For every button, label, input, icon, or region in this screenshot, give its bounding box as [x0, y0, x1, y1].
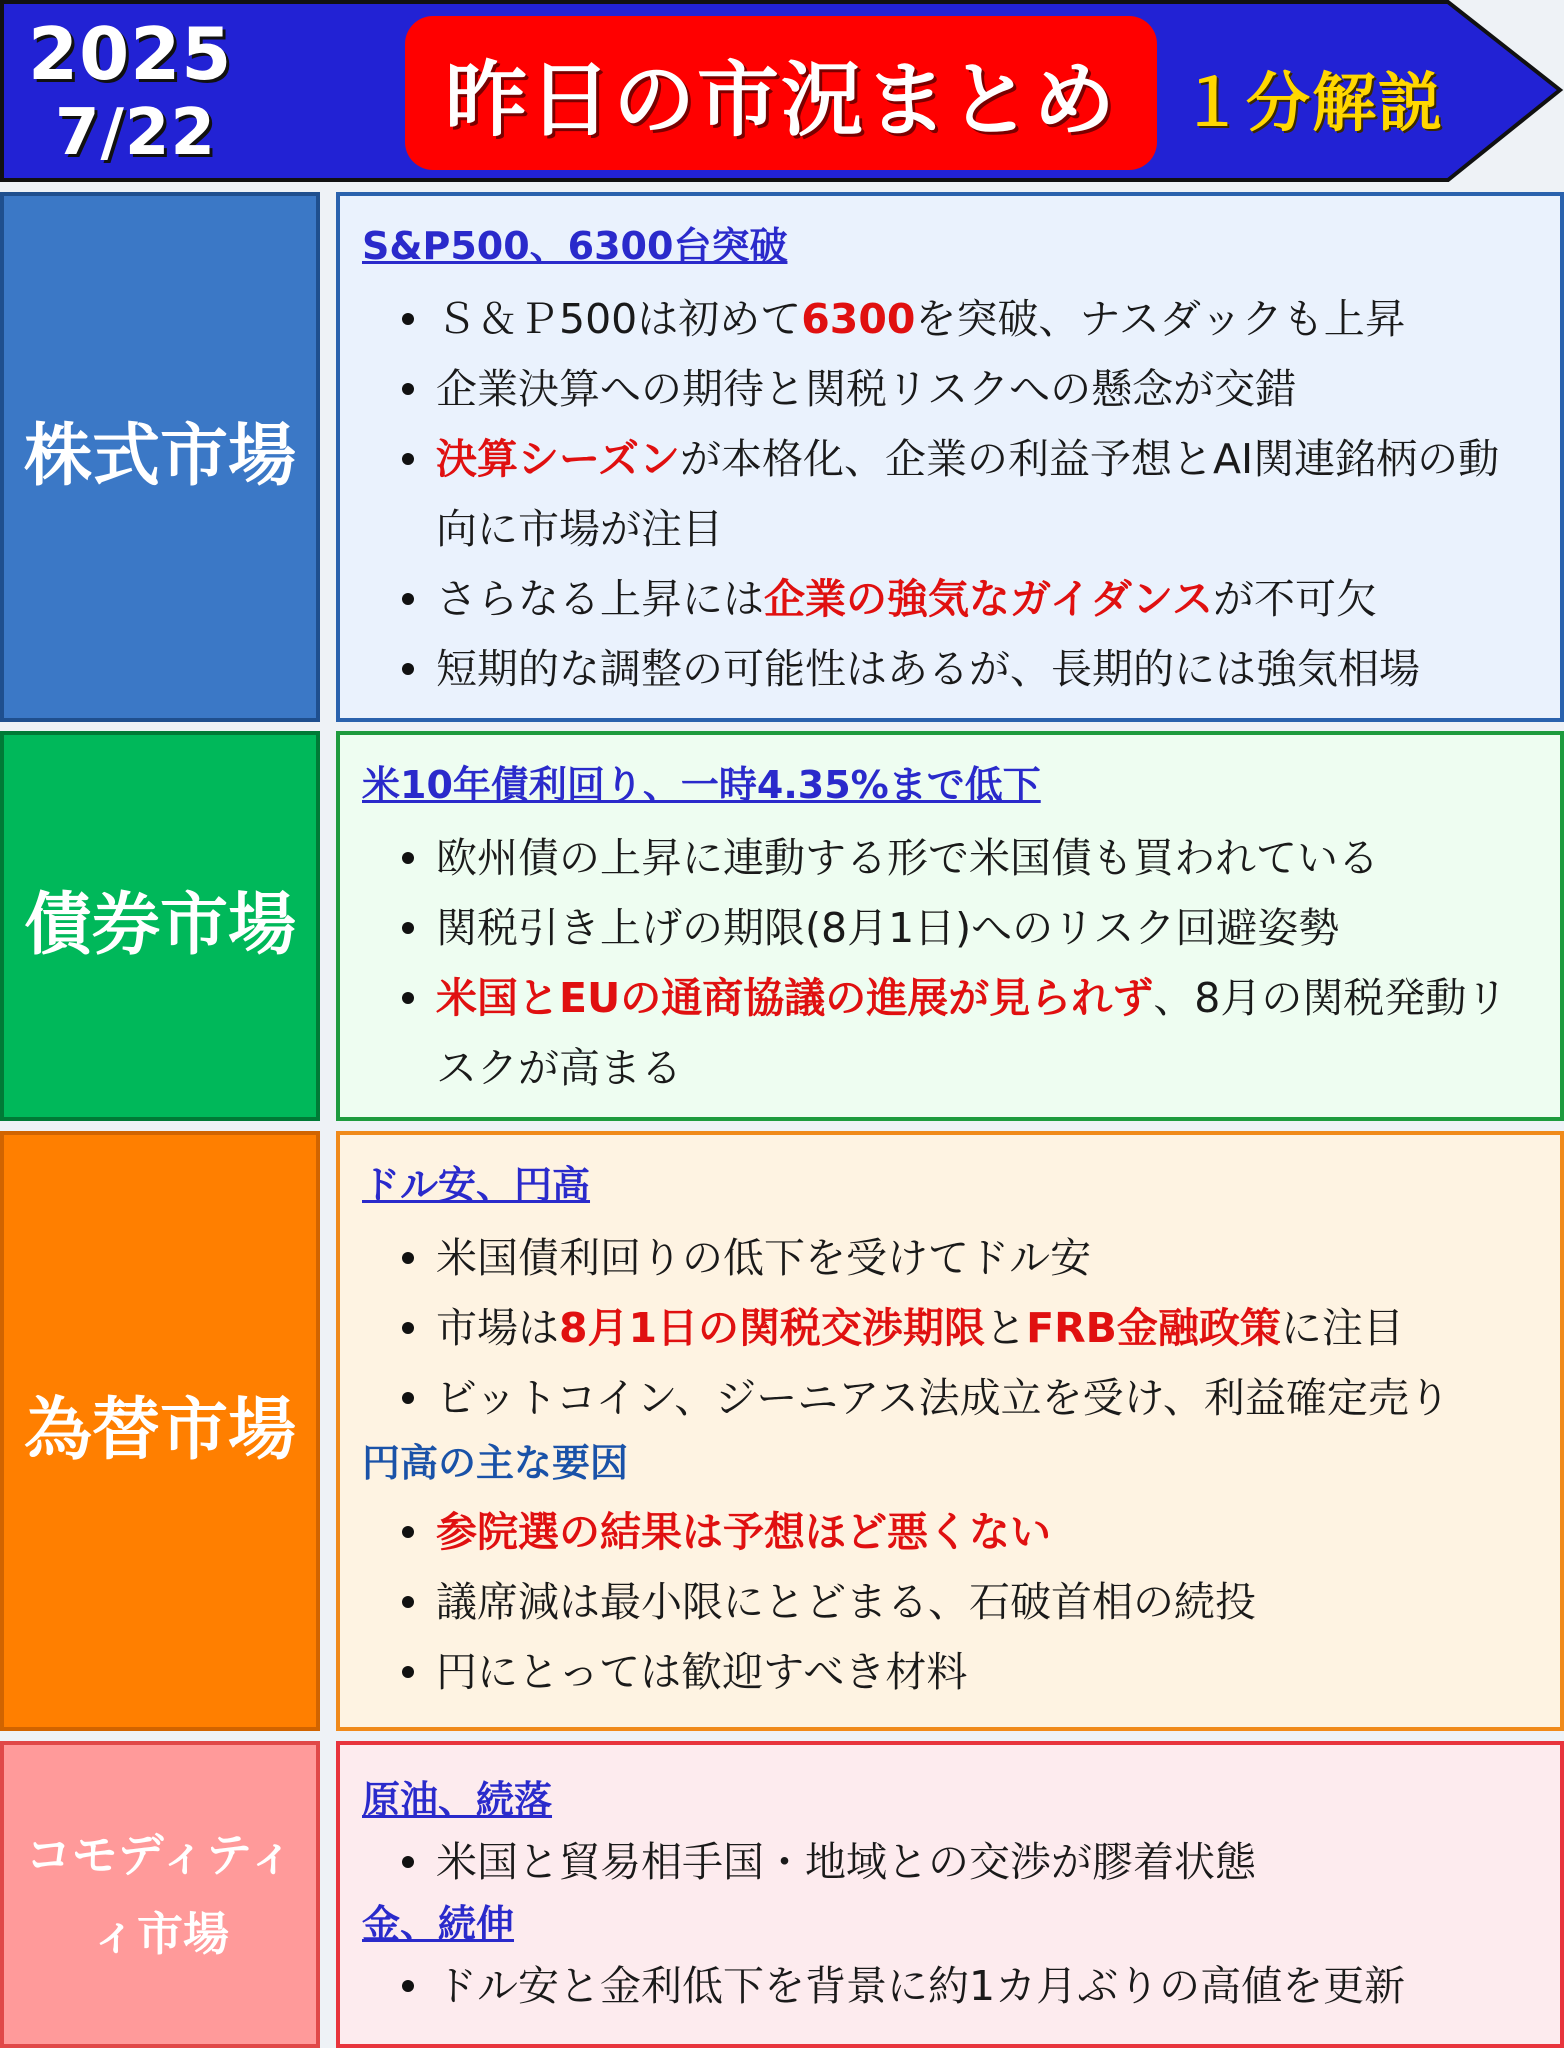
- header-banner: [0, 0, 1564, 185]
- bullet-item: [436, 1293, 1538, 1363]
- bullet-text: 欧州債の上昇に連動する形で米国債も買われている: [436, 834, 1379, 882]
- bullet-text: Ｓ＆Ｐ500は初めて: [436, 295, 802, 343]
- section-label-box: [0, 731, 320, 1121]
- section-heading-link[interactable]: S&P500、6300台突破: [362, 224, 788, 268]
- bullet-list: [362, 1223, 1538, 1433]
- bullet-list: [362, 284, 1538, 704]
- section-label: 為替市場: [23, 1391, 296, 1471]
- bullet-item: [436, 634, 1538, 704]
- bullet-text: 、8月の関税発動リスクが高まる: [436, 974, 1508, 1092]
- bullet-item: [436, 1951, 1538, 2021]
- bullet-list: [362, 823, 1538, 1103]
- bullet-text: ビットコイン、ジーニアス法成立を受け、利益確定売り: [436, 1374, 1450, 1422]
- bullet-item: [436, 1497, 1538, 1567]
- bullet-text: 円にとっては歓迎すべき材料: [436, 1648, 968, 1696]
- section-heading-link[interactable]: 原油、続落: [362, 1778, 553, 1822]
- section-label-box: [0, 1131, 320, 1731]
- section-heading-link[interactable]: 米10年債利回り、一時4.35%まで低下: [362, 763, 1041, 807]
- date-day: 7/22: [55, 96, 216, 170]
- bullet-text: を突破、ナスダックも上昇: [915, 295, 1406, 343]
- section-content: [336, 1131, 1564, 1731]
- bullet-text: 短期的な調整の可能性はあるが、長期的には強気相場: [436, 645, 1420, 693]
- bullet-text: が本格化、企業の利益予想とAI関連銘柄の動向に市場が注目: [436, 435, 1500, 553]
- bullet-item: [436, 564, 1538, 634]
- bullet-item: [436, 1567, 1538, 1637]
- bullet-list: [362, 1827, 1538, 1897]
- section-content: [336, 192, 1564, 722]
- bullet-text: ドル安と金利低下を背景に約1カ月ぶりの高値を更新: [436, 1962, 1406, 2010]
- section-bond-market: [0, 731, 1564, 1121]
- bullet-text: と: [985, 1304, 1027, 1352]
- bullet-text: 米国と貿易相手国・地域との交渉が膠着状態: [436, 1838, 1256, 1886]
- bullet-text: が不可欠: [1212, 575, 1377, 623]
- bullet-item: [436, 1637, 1538, 1707]
- section-heading-link[interactable]: ドル安、円高: [362, 1163, 591, 1207]
- highlighted-text: 参院選の結果は予想ほど悪くない: [436, 1508, 1051, 1556]
- bullet-item: [436, 1363, 1538, 1433]
- section-label-box: [0, 192, 320, 722]
- bullet-text: さらなる上昇には: [436, 575, 764, 623]
- section-label: 株式市場: [23, 417, 296, 497]
- highlighted-text: 6300: [801, 295, 916, 343]
- section-commodity-market: [0, 1741, 1564, 2048]
- date-year: 2025: [28, 12, 233, 96]
- section-label-line: ィ市場: [90, 1906, 229, 1961]
- bullet-item: [436, 1827, 1538, 1897]
- section-stock-market: [0, 192, 1564, 722]
- title-box: [405, 16, 1157, 170]
- section-subheading: 円高の主な要因: [362, 1441, 629, 1485]
- section-label-line: コモディティ: [25, 1828, 295, 1883]
- bullet-item: [436, 1223, 1538, 1293]
- highlighted-text: 米国とEUの通商協議の進展が見られず: [436, 974, 1154, 1022]
- bullet-item: [436, 963, 1538, 1103]
- section-label-box: [0, 1741, 320, 2048]
- sub-bullet-list: [362, 1497, 1538, 1707]
- bullet-item: [436, 424, 1538, 564]
- section-content: [336, 731, 1564, 1121]
- bullet-text: 市場は: [436, 1304, 559, 1352]
- highlighted-text: 決算シーズン: [436, 435, 680, 483]
- bullet-text: 議席減は最小限にとどまる、石破首相の続投: [436, 1578, 1256, 1626]
- bullet-list: [362, 1951, 1538, 2021]
- section-label: 債券市場: [23, 886, 296, 966]
- section-heading-link[interactable]: 金、続伸: [362, 1902, 515, 1946]
- page-title: 昨日の市況まとめ: [444, 52, 1117, 148]
- bullet-text: 企業決算への期待と関税リスクへの懸念が交錯: [436, 365, 1297, 413]
- bullet-text: 関税引き上げの期限(8月1日)へのリスク回避姿勢: [436, 904, 1340, 952]
- highlighted-text: 8月1日の関税交渉期限: [559, 1304, 986, 1352]
- bullet-item: [436, 354, 1538, 424]
- bullet-item: [436, 284, 1538, 354]
- highlighted-text: FRB金融政策: [1026, 1304, 1281, 1352]
- bullet-text: に注目: [1280, 1304, 1404, 1352]
- page-subtitle: １分解説: [1180, 67, 1444, 141]
- bullet-item: [436, 823, 1538, 893]
- highlighted-text: 企業の強気なガイダンス: [764, 575, 1213, 623]
- section-label: [26, 1816, 295, 1972]
- section-content: [336, 1741, 1564, 2048]
- bullet-item: [436, 893, 1538, 963]
- section-fx-market: [0, 1131, 1564, 1731]
- bullet-text: 米国債利回りの低下を受けてドル安: [436, 1234, 1092, 1282]
